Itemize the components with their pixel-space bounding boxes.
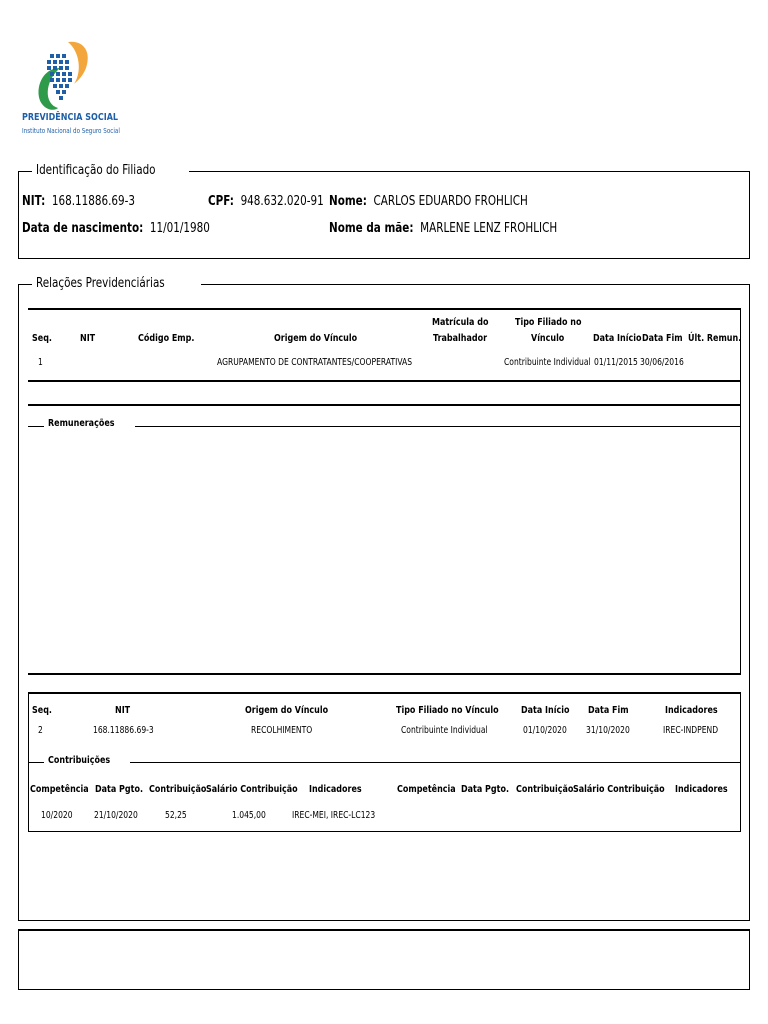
header-matricula-2: Trabalhador xyxy=(433,333,488,344)
relacoes-legend: Relações Previdenciárias xyxy=(32,276,201,291)
mae-label: Nome da mãe: xyxy=(329,221,414,236)
contrib-header-contribuicao-1: Contribuição xyxy=(149,784,207,795)
contrib-row-contribuicao: 52,25 xyxy=(165,810,187,821)
v2-row-data-fim: 31/10/2020 xyxy=(586,725,630,736)
contrib-header-contribuicao-2: Contribuição xyxy=(516,784,574,795)
table1-separator xyxy=(28,404,741,406)
table2-top-border xyxy=(28,692,741,694)
identificacao-section xyxy=(18,171,750,259)
contrib-header-salario-1: Salário Contribuição xyxy=(206,784,298,795)
row1-data-fim: 30/06/2016 xyxy=(640,357,684,368)
contrib-row-salario: 1.045,00 xyxy=(232,810,266,821)
previdencia-social-logo-icon xyxy=(20,38,110,138)
v2-row-seq: 2 xyxy=(38,725,43,736)
nome-field xyxy=(329,194,578,209)
v2-header-data-fim: Data Fim xyxy=(588,705,629,716)
v2-row-data-inicio: 01/10/2020 xyxy=(523,725,567,736)
remuneracoes-bottom-line xyxy=(28,673,741,675)
contrib-row-competencia: 10/2020 xyxy=(41,810,73,821)
nit-label: NIT: xyxy=(22,194,46,209)
contribuicoes-legend: Contribuições xyxy=(44,755,130,766)
header-origem: Origem do Vínculo xyxy=(274,333,358,344)
v2-header-nit: NIT xyxy=(115,705,131,716)
contrib-row-data-pgto: 21/10/2020 xyxy=(94,810,138,821)
v2-header-indicadores: Indicadores xyxy=(665,705,718,716)
mae-field xyxy=(329,221,614,236)
table1-top-border xyxy=(28,308,741,310)
nome-value: CARLOS EDUARDO FROHLICH xyxy=(373,194,528,209)
table1-row-border xyxy=(28,380,741,382)
header-ult-remun: Últ. Remun. xyxy=(688,333,742,344)
contrib-row-indicadores: IREC-MEI, IREC-LC123 xyxy=(292,810,376,821)
contrib-header-competencia-2: Competência xyxy=(397,784,456,795)
contrib-header-data-pgto-1: Data Pgto. xyxy=(95,784,143,795)
mae-value: MARLENE LENZ FROHLICH xyxy=(420,221,558,236)
row1-seq: 1 xyxy=(38,357,43,368)
header-nit: NIT xyxy=(80,333,96,344)
nit-field xyxy=(22,194,163,209)
header-data-fim: Data Fim xyxy=(642,333,683,344)
footer-box xyxy=(18,929,750,990)
logo-title: PREVIDÊNCIA SOCIAL xyxy=(22,112,118,123)
v2-header-origem: Origem do Vínculo xyxy=(245,705,329,716)
v2-row-indicadores: IREC-INDPEND xyxy=(663,725,719,736)
contrib-header-salario-2: Salário Contribuição xyxy=(573,784,665,795)
identificacao-legend: Identificação do Filiado xyxy=(32,163,189,178)
nascimento-label: Data de nascimento: xyxy=(22,221,144,236)
contribuicoes-top-line xyxy=(28,762,741,763)
contrib-header-data-pgto-2: Data Pgto. xyxy=(461,784,509,795)
header-codigo-emp: Código Emp. xyxy=(138,333,195,344)
nit-value: 168.11886.69-3 xyxy=(51,194,136,209)
nascimento-value: 11/01/1980 xyxy=(149,221,210,236)
v2-row-origem: RECOLHIMENTO xyxy=(251,725,313,736)
logo-subtitle: Instituto Nacional do Seguro Social xyxy=(22,127,120,135)
header-matricula-1: Matrícula do xyxy=(432,317,489,328)
contrib-header-indicadores-2: Indicadores xyxy=(675,784,728,795)
v2-header-seq: Seq. xyxy=(32,705,52,716)
row1-tipo: Contribuinte Individual xyxy=(504,357,591,368)
cpf-value: 948.632.020-91 xyxy=(240,194,324,209)
nome-label: Nome: xyxy=(329,194,367,209)
footer-top-border xyxy=(18,929,750,931)
header-tipo-1: Tipo Filiado no xyxy=(515,317,582,328)
v2-row-nit: 168.11886.69-3 xyxy=(93,725,154,736)
header-data-inicio: Data Início xyxy=(593,333,642,344)
header-tipo-2: Vínculo xyxy=(531,333,565,344)
v2-row-tipo: Contribuinte Individual xyxy=(401,725,488,736)
table1-right-border xyxy=(740,308,741,675)
v2-header-tipo: Tipo Filiado no Vínculo xyxy=(396,705,499,716)
row1-origem: AGRUPAMENTO DE CONTRATANTES/COOPERATIVAS xyxy=(217,357,413,368)
cpf-label: CPF: xyxy=(208,194,234,209)
remuneracoes-legend: Remunerações xyxy=(44,418,135,429)
header-seq: Seq. xyxy=(32,333,52,344)
contrib-header-competencia-1: Competência xyxy=(30,784,89,795)
row1-data-inicio: 01/11/2015 xyxy=(594,357,638,368)
v2-header-data-inicio: Data Início xyxy=(521,705,570,716)
contrib-header-indicadores-1: Indicadores xyxy=(309,784,362,795)
nascimento-field xyxy=(22,221,257,236)
